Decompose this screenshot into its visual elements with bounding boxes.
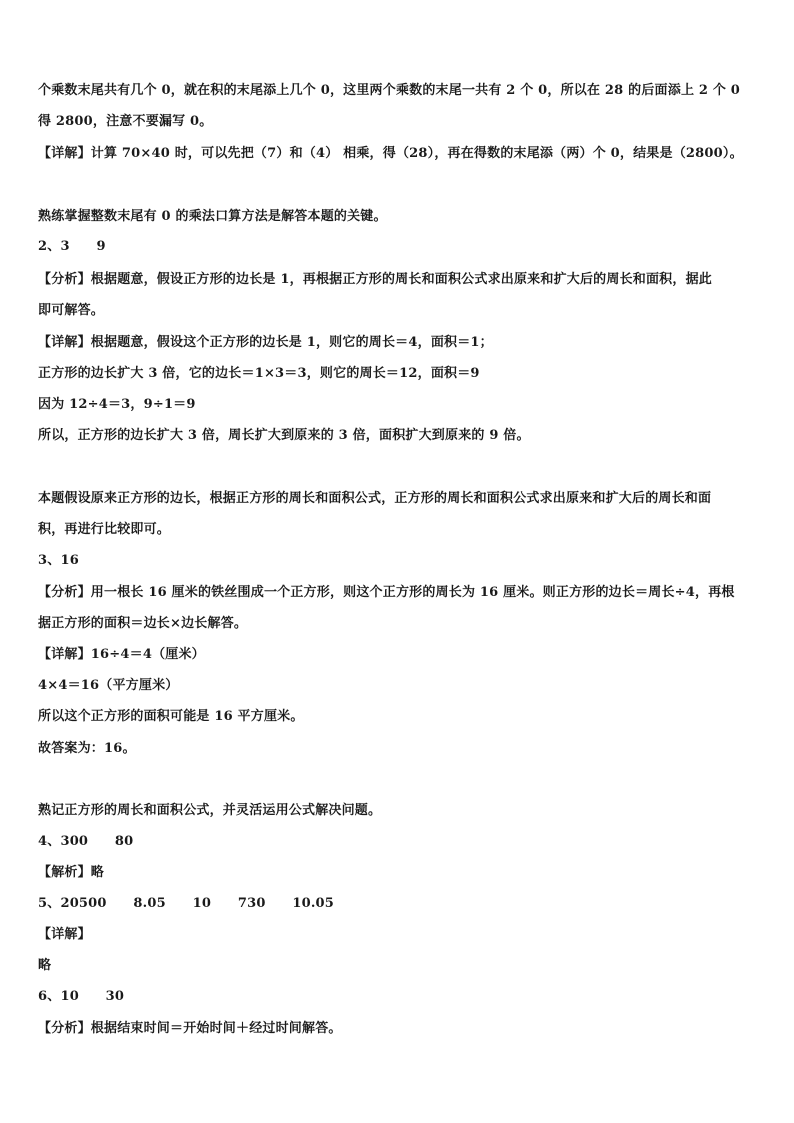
text-line: 熟记正方形的周长和面积公式，并灵活运用公式解决问题。 <box>38 803 382 818</box>
text-line: 据正方形的面积＝边长×边长解答。 <box>38 616 248 631</box>
answer-value: 2、3 <box>38 239 70 254</box>
text-line: 4×4＝16（平方厘米） <box>38 678 179 693</box>
answer-value: 9 <box>96 239 106 254</box>
text-line: 【详解】 <box>38 927 91 942</box>
answer-value: 6、10 <box>38 989 79 1004</box>
text-line: 【分析】用一根长 16 厘米的铁丝围成一个正方形，则这个正方形的周长为 16 厘米。则正方形的边长＝周长÷4，再根 <box>38 585 735 600</box>
answer-line-q5 <box>38 895 756 913</box>
answer-line-q2 <box>38 238 756 256</box>
text-line: 【解析】略 <box>38 865 105 880</box>
answer-value: 3、16 <box>38 553 79 568</box>
text-line: 所以这个正方形的面积可能是 16 平方厘米。 <box>38 709 304 724</box>
answer-line-q6 <box>38 988 756 1006</box>
text-line: 个乘数末尾共有几个 0，就在积的末尾添上几个 0，这里两个乘数的末尾一共有 2 个 0，所以在 28 的后面添上 2 个 0 <box>38 83 741 98</box>
text-line: 【详解】根据题意，假设这个正方形的边长是 1，则它的周长＝4，面积＝1； <box>38 335 493 350</box>
answer-value: 4、300 <box>38 834 89 849</box>
text-line: 故答案为：16。 <box>38 741 136 756</box>
answer-value: 80 <box>114 834 134 849</box>
text-line: 【分析】根据结束时间＝开始时间＋经过时间解答。 <box>38 1021 342 1036</box>
text-line: 略 <box>38 958 52 973</box>
answer-value: 730 <box>237 896 266 911</box>
text-line: 积，再进行比较即可。 <box>38 522 171 537</box>
answer-line-q3 <box>38 552 756 570</box>
answer-value: 5、20500 <box>38 896 107 911</box>
text-line: 熟练掌握整数末尾有 0 的乘法口算方法是解答本题的关键。 <box>38 209 387 224</box>
answer-value: 10 <box>192 896 212 911</box>
text-line: 本题假设原来正方形的边长，根据正方形的周长和面积公式，正方形的周长和面积公式求出原来和扩大后的周长和面 <box>38 491 712 506</box>
text-line: 【分析】根据题意，假设正方形的边长是 1，再根据正方形的周长和面积公式求出原来和扩大后的周长和面积，据此 <box>38 272 712 287</box>
text-line: 所以，正方形的边长扩大 3 倍，周长扩大到原来的 3 倍，面积扩大到原来的 9 倍。 <box>38 428 530 443</box>
answer-value: 10.05 <box>292 896 335 911</box>
answer-value: 8.05 <box>133 896 166 911</box>
text-line: 即可解答。 <box>38 303 105 318</box>
answer-value: 30 <box>105 989 125 1004</box>
text-line: 得 2800，注意不要漏写 0。 <box>38 114 213 129</box>
answer-line-q4 <box>38 833 756 851</box>
text-line: 【详解】计算 70×40 时，可以先把（7）和（4） 相乘，得（28），再在得数的末尾添（两）个 0，结果是（2800）。 <box>38 146 743 161</box>
text-line: 【详解】16÷4＝4（厘米） <box>38 647 205 662</box>
text-line: 因为 12÷4＝3，9÷1＝9 <box>38 397 196 412</box>
text-line: 正方形的边长扩大 3 倍，它的边长＝1×3＝3，则它的周长＝12，面积＝9 <box>38 366 480 381</box>
